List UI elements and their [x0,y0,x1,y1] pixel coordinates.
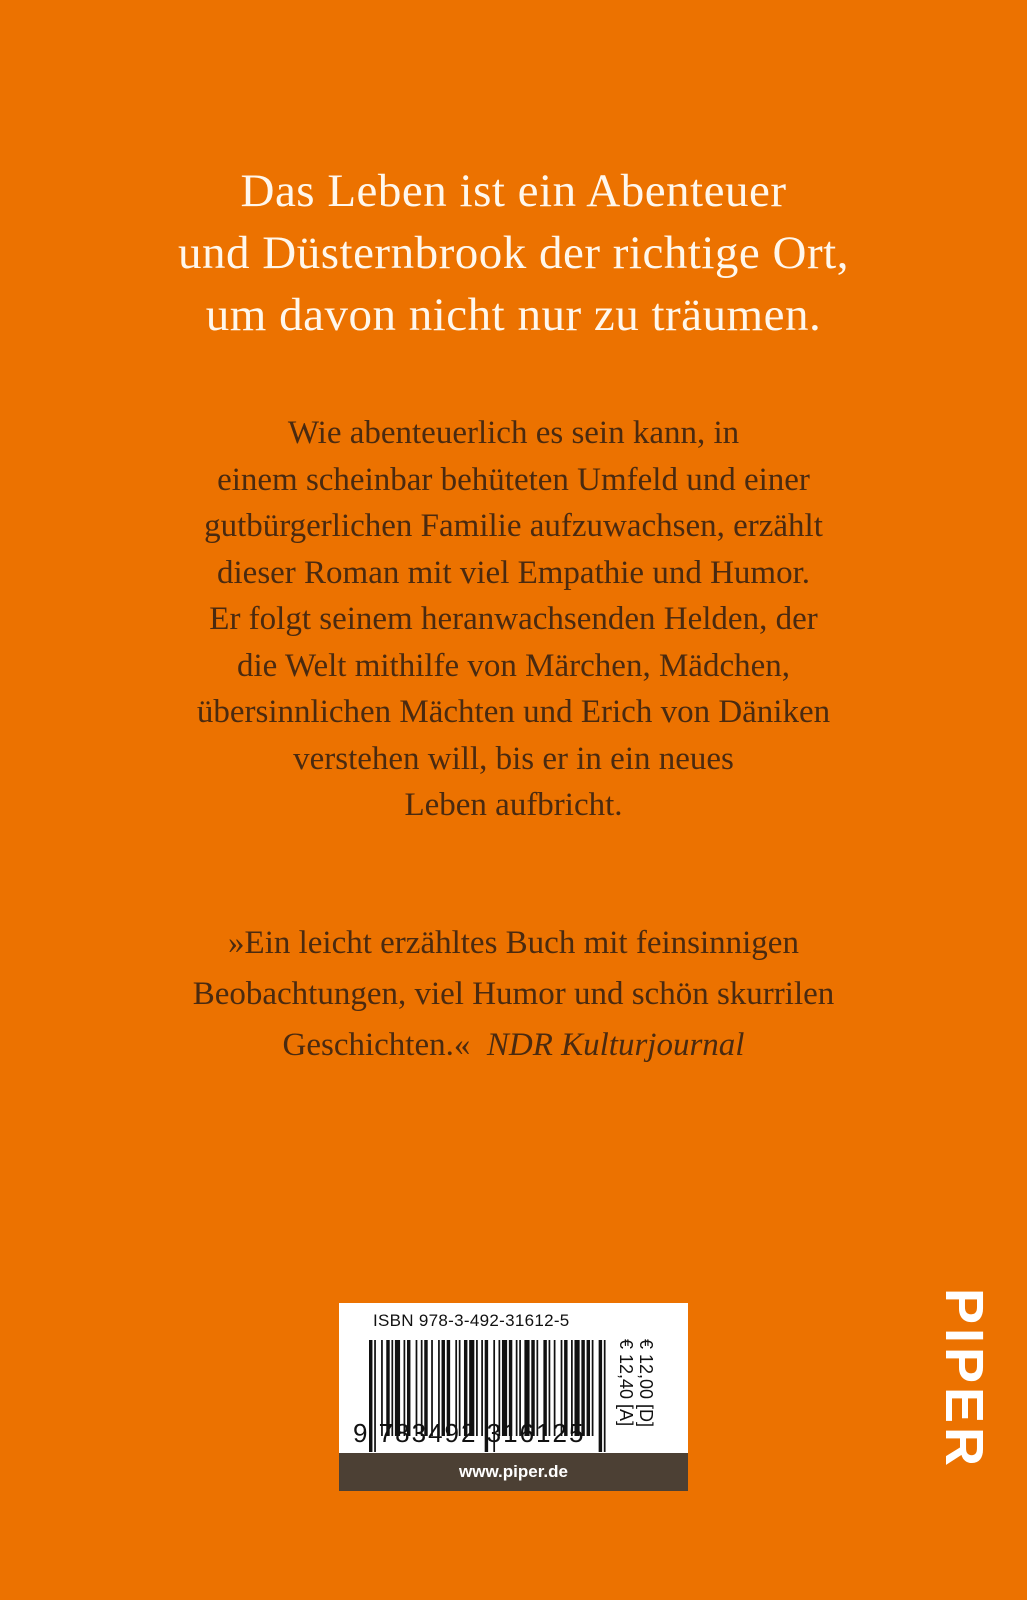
barcode-box [339,1303,688,1491]
publisher-logo [934,1288,999,1518]
quote-source: NDR Kulturjournal [486,1027,745,1063]
blurb-line: Leben aufbricht. [404,787,623,823]
blurb-line: verstehen will, bis er in ein neues [293,740,734,777]
blurb-line: übersinnlichen Mächten und Erich von Däniken [196,694,831,730]
headline-line-1: Das Leben ist ein Abenteuer [240,165,787,217]
blurb-line: die Welt mithilfe von Märchen, Mädchen, [237,647,790,684]
price-austria: € 12,40 [A] [616,1339,636,1427]
blurb-line: dieser Roman mit viel Empathie und Humor. [217,554,810,591]
headline-line-2: und Düsternbrook der richtige Ort, [178,227,849,279]
ean-digits: 9 783492 316125 [353,1418,586,1448]
price-germany: € 12,00 [D] [636,1339,656,1428]
price-block [616,1339,680,1451]
quote-line-2: Beobachtungen, viel Humor und schön skurrilen [192,976,835,1012]
blurb-line: Er folgt seinem heranwachsenden Helden, der [209,601,818,637]
blurb-line: Wie abenteuerlich es sein kann, in [287,415,740,451]
publisher-name: PIPER [934,1288,994,1471]
quote-text: Geschichten.« [282,1027,471,1063]
quote-line-1: »Ein leicht erzähltes Buch mit feinsinnigen [228,925,799,961]
publisher-url: www.piper.de [339,1453,688,1491]
quote-line-3 [0,1020,1027,1071]
isbn-label: ISBN 978-3-492-31612-5 [373,1311,570,1330]
headline-line-3: um davon nicht nur zu träumen. [205,289,822,341]
blurb [0,410,1027,829]
press-quote [0,918,1027,1071]
blurb-line: gutbürgerlichen Familie aufzuwachsen, erzählt [204,508,823,544]
headline [0,160,1027,346]
blurb-line: einem scheinbar behüteten Umfeld und einer [217,461,810,498]
